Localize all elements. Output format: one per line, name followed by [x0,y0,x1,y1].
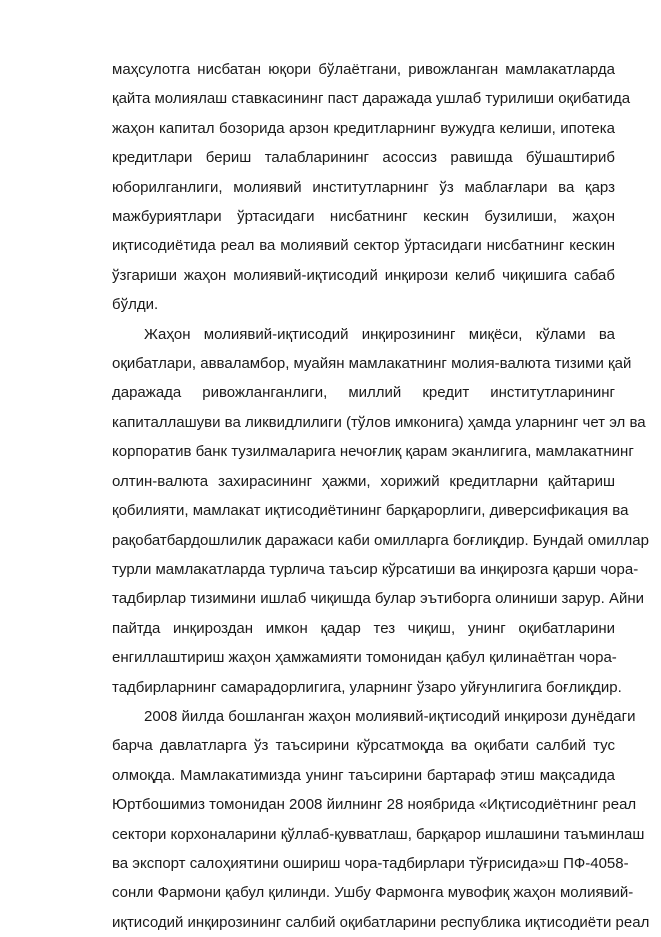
text-line: сонли Фармони қабул қилинди. Ушбу Фармонга мувофиқ жаҳон молиявий- [112,884,634,902]
text-line: юборилганлиги, молиявий институтларнинг ўз маблағлари ва қарз [112,178,615,196]
text-line: жаҳон капитал бозорида арзон кредитларнинг вужудга келиши, ипотека [112,119,615,137]
text-line: Жаҳон молиявий-иқтисодий инқирозининг миқёси, кўлами ва [144,325,615,343]
document-page [112,55,650,937]
text-line: бўлди. [112,296,159,314]
text-line: қайта молиялаш ставкасининг паст даражада ушлаб турилиши оқибатида [112,90,631,108]
text-line: ва экспорт салоҳиятини ошириш чора-тадбирлари тўғрисида»ш ПФ-4058- [112,854,629,872]
text-line: ўзгариши жаҳон молиявий-иқтисодий инқирози келиб чиқишига сабаб [112,266,615,284]
text-line: корпоратив банк тузилмаларига нечоғлиқ қарам эканлигига, мамлакатнинг [112,443,634,461]
text-line: рақобатбардошлилик даражаси каби омилларга боғлиқдир. Бундай омиллар [112,531,649,549]
text-line: иқтисодий инқирозининг салбий оқибатларини республика иқтисодиёти реал [112,913,650,931]
text-line: оқибатлари, авваламбор, муайян мамлакатнинг молия-валюта тизими қай [112,355,632,373]
text-line: олмоқда. Мамлакатимизда унинг таъсирини бартараф этиш мақсадида [112,766,615,784]
text-line: енгиллаштириш жаҳон ҳамжамияти томонидан қабул қилинаётган чора- [112,649,617,667]
text-line: сектори корхоналарини қўллаб-қувватлаш, барқарор ишлашини таъминлаш [112,825,645,843]
text-line: турли мамлакатларда турлича таъсир кўрсатиши ва инқирозга қарши чора- [112,560,639,578]
paragraph-crisis-causes [112,55,631,320]
text-line: қобилияти, мамлакат иқтисодиётининг барқарорлиги, диверсификация ва [112,502,629,520]
text-line: тадбирлар тизимини ишлаб чиқишда булар эътиборга олиниши зарур. Айни [112,590,645,608]
text-line: кредитлари бериш талабларининг асоссиз равишда бўшаштириб [112,149,615,167]
text-line: капиталлашуви ва ликвидлилиги (тўлов имконига) ҳамда уларнинг чет эл ва [112,413,646,431]
text-line: пайтда инқироздан имкон қадар тез чиқиш, унинг оқибатларини [112,619,615,637]
text-line: 2008 йилда бошланган жаҳон молиявий-иқтисодий инқирози дунёдаги [144,707,636,725]
text-line: олтин-валюта захирасининг ҳажми, хорижий кредитларни қайтариш [112,472,615,490]
text-line: маҳсулотга нисбатан юқори бўлаётгани, ривожланган мамлакатларда [112,61,615,78]
paragraph-crisis-scale [112,320,649,702]
text-line: иқтисодиётида реал ва молиявий сектор ўртасидаги нисбатнинг кескин [112,237,615,255]
text-line: даражада ривожланганлиги, миллий кредит институтларининг [112,384,615,402]
text-line: тадбирларнинг самарадорлигига, уларнинг ўзаро уйғунлигига боғлиқдир. [112,678,622,696]
text-line: барча давлатларга ўз таъсирини кўрсатмоқда ва оқибати салбий тус [112,737,615,755]
text-line: Юртбошимиз томонидан 2008 йилнинг 28 ноябрида «Иқтисодиётнинг реал [112,796,637,814]
paragraph-2008-crisis [112,702,650,937]
text-line: мажбуриятлари ўртасидаги нисбатнинг кескин бузилиши, жаҳон [112,208,615,226]
